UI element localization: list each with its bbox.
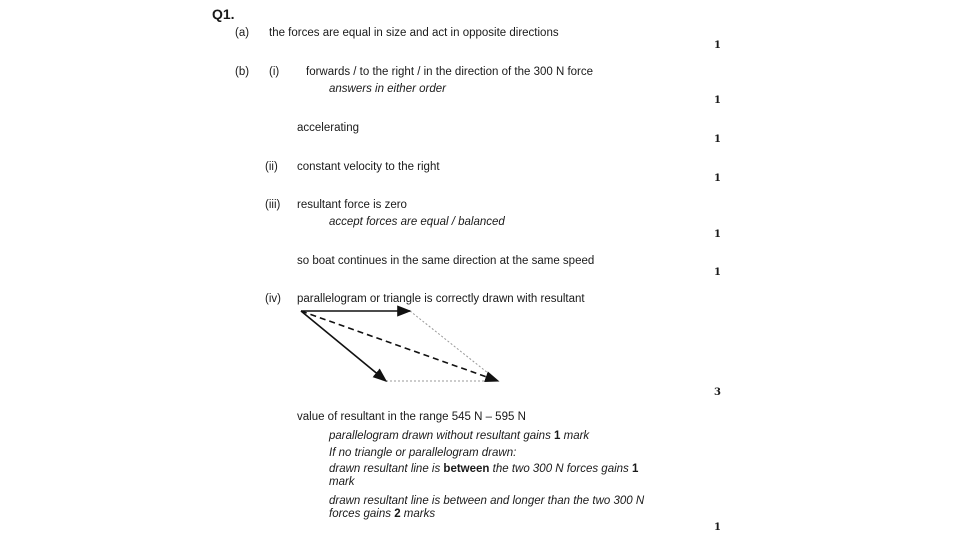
part-b-ii-label: (ii) — [265, 161, 278, 173]
part-b-iv-mark2: 1 — [714, 522, 721, 533]
part-b-iv-label: (iv) — [265, 293, 281, 305]
part-b-i-mark: 1 — [714, 95, 721, 106]
part-b-i-label: (i) — [269, 66, 280, 78]
part-b-ii-answer: constant velocity to the right — [297, 161, 440, 173]
part-b-i-answer: forwards / to the right / in the direction of the 300 N force — [306, 66, 594, 78]
question-number: Q1. — [212, 6, 235, 22]
part-b-iv-mark: 3 — [714, 387, 721, 398]
part-b-iii-mark: 1 — [714, 229, 721, 240]
part-b-ii-mark: 1 — [714, 173, 721, 184]
part-b-iii-label: (iii) — [265, 199, 281, 211]
part-b-iv-note2: If no triangle or parallelogram drawn: — [329, 447, 517, 459]
part-b-iii-answer: resultant force is zero — [297, 199, 407, 211]
part-a-label: (a) — [235, 27, 250, 39]
part-b-iv-note3: drawn resultant line is between the two 300 N forces gains 1 mark — [329, 463, 639, 488]
part-b-iv-value: value of resultant in the range 545 N – 595 N — [297, 411, 526, 423]
part-b-iv-note1: parallelogram drawn without resultant gains 1 mark — [329, 430, 590, 442]
resultant-arrow — [301, 311, 498, 381]
part-b-iii-note: accept forces are equal / balanced — [329, 216, 505, 228]
part-b-i-note: answers in either order — [329, 83, 446, 95]
part-b-iv-note4: drawn resultant line is between and longer than the two 300 N forces gains 2 marks — [329, 495, 645, 520]
part-b-label: (b) — [235, 66, 250, 78]
part-a-mark: 1 — [714, 40, 721, 51]
part-a-answer: the forces are equal in size and act in opposite directions — [269, 27, 559, 39]
part-b-iv-answer: parallelogram or triangle is correctly drawn with resultant — [297, 293, 585, 305]
force-arrow-diagonal — [301, 311, 386, 381]
part-b-i-mark2: 1 — [714, 134, 721, 145]
part-b-iii-answer2: so boat continues in the same direction at the same speed — [297, 255, 595, 267]
part-b-i-answer2: accelerating — [297, 122, 360, 134]
parallelogram-side-top — [410, 311, 498, 381]
part-b-iii-mark2: 1 — [714, 267, 721, 278]
